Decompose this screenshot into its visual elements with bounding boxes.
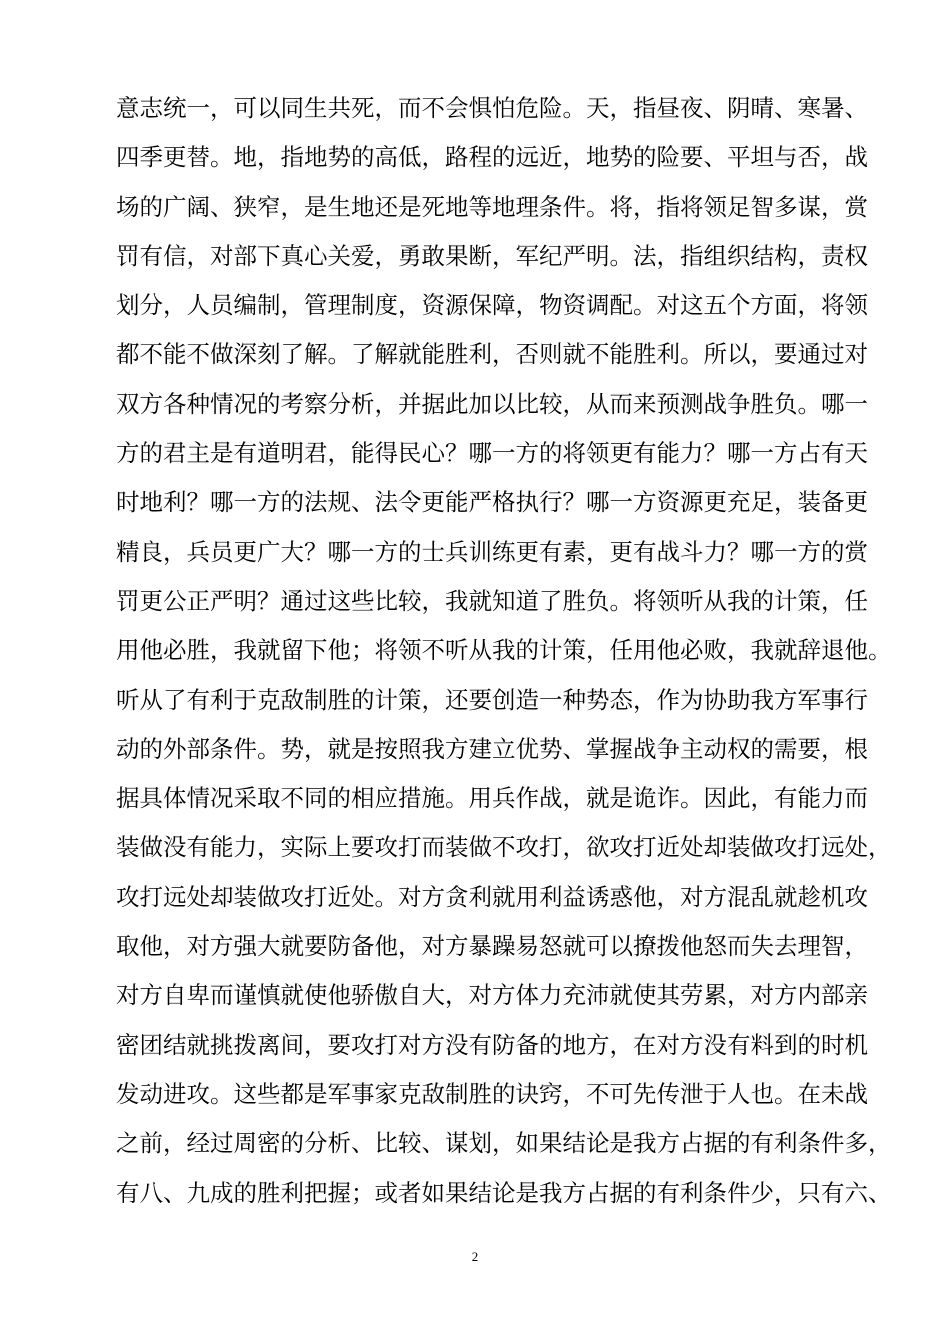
text-line: 有八、九成的胜利把握；或者如果结论是我方占据的有利条件少，只有六、 (116, 1178, 892, 1207)
text-line: 用他必胜，我就留下他；将领不听从我的计策，任用他必败，我就辞退他。 (116, 636, 892, 665)
text-line: 据具体情况采取不同的相应措施。用兵作战，就是诡诈。因此，有能力而 (116, 784, 868, 813)
text-line: 罚更公正严明？通过这些比较，我就知道了胜负。将领听从我的计策，任 (116, 586, 868, 615)
text-line: 之前，经过周密的分析、比较、谋划，如果结论是我方占据的有利条件多， (116, 1129, 892, 1158)
text-line: 意志统一，可以同生共死，而不会惧怕危险。天，指昼夜、阴晴、寒暑、 (116, 94, 868, 122)
body-text (116, 84, 892, 1218)
page-number: 2 (471, 1249, 479, 1264)
text-line: 四季更替。地，指地势的高低，路程的远近，地势的险要、平坦与否，战 (116, 143, 868, 172)
text-line: 方的君主是有道明君，能得民心？哪一方的将领更有能力？哪一方占有天 (116, 439, 868, 468)
text-line: 划分，人员编制，管理制度，资源保障，物资调配。对这五个方面，将领 (116, 291, 868, 320)
text-line: 密团结就挑拨离间，要攻打对方没有防备的地方，在对方没有料到的时机 (116, 1030, 868, 1059)
text-line: 取他，对方强大就要防备他，对方暴躁易怒就可以撩拨他怒而失去理智， (116, 932, 868, 961)
text-line: 攻打远处却装做攻打近处。对方贪利就用利益诱惑他，对方混乱就趁机攻 (116, 882, 868, 911)
text-line: 罚有信，对部下真心关爱，勇敢果断，军纪严明。法，指组织结构，责权 (116, 241, 868, 270)
text-line: 精良，兵员更广大？哪一方的士兵训练更有素，更有战斗力？哪一方的赏 (116, 537, 868, 566)
text-line: 对方自卑而谨慎就使他骄傲自大，对方体力充沛就使其劳累，对方内部亲 (116, 981, 868, 1010)
text-line: 时地利？哪一方的法规、法令更能严格执行？哪一方资源更充足，装备更 (116, 488, 868, 517)
text-line: 都不能不做深刻了解。了解就能胜利，否则就不能胜利。所以，要通过对 (116, 340, 868, 369)
text-line: 场的广阔、狭窄，是生地还是死地等地理条件。将，指将领足智多谋，赏 (116, 192, 868, 221)
text-line: 双方各种情况的考察分析，并据此加以比较，从而来预测战争胜负。哪一 (116, 389, 868, 418)
text-line: 动的外部条件。势，就是按照我方建立优势、掌握战争主动权的需要，根 (116, 734, 868, 763)
text-line: 发动进攻。这些都是军事家克敌制胜的诀窍，不可先传泄于人也。在未战 (116, 1079, 868, 1108)
text-line: 听从了有利于克敌制胜的计策，还要创造一种势态，作为协助我方军事行 (116, 685, 868, 714)
text-line: 装做没有能力，实际上要攻打而装做不攻打，欲攻打近处却装做攻打远处， (116, 833, 892, 862)
